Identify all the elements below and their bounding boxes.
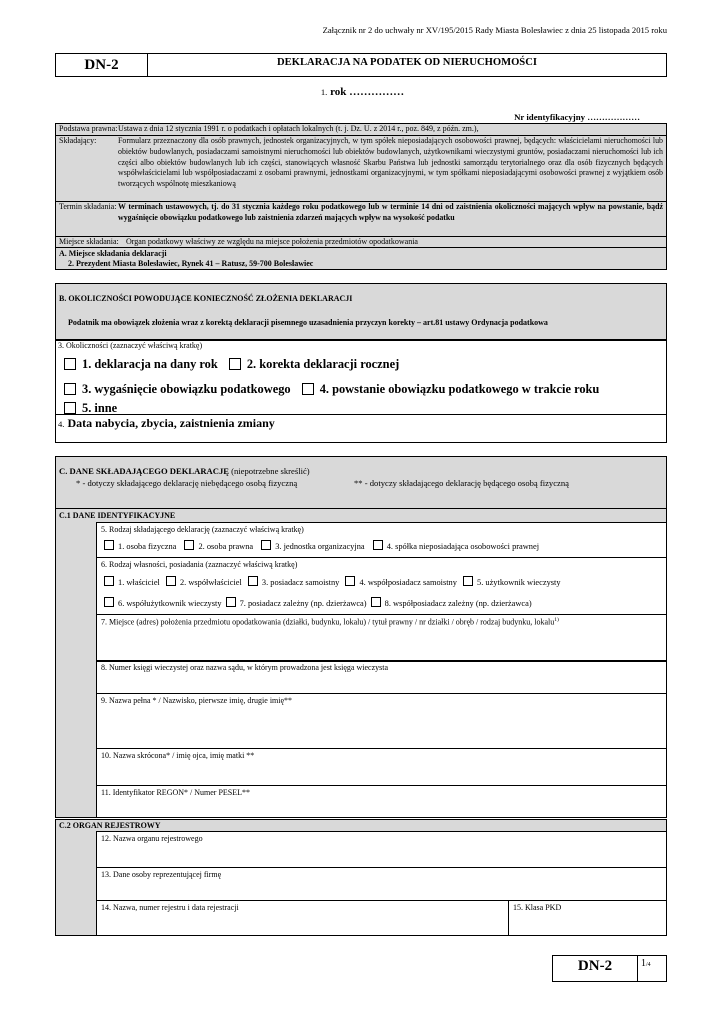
field-4-caption	[58, 416, 275, 431]
ownership-option: 4. współposiadacz samoistny	[359, 578, 457, 587]
field-4-date[interactable]	[55, 414, 667, 443]
field-13-label: 13. Dane osoby reprezentującej firmę	[101, 870, 222, 879]
field-11-label: 11. Identyfikator REGON* / Numer PESEL**	[101, 788, 251, 797]
section-a-title: A. Miejsce składania deklaracji	[59, 249, 167, 258]
section-c-title: C. DANE SKŁADAJĄCEGO DEKLARACJĘ	[59, 466, 229, 476]
filer-type-option: 4. spółka nieposiadająca osobowości prawnej	[386, 542, 540, 551]
section-c1-title: C.1 DANE IDENTYFIKACYJNE	[59, 511, 176, 520]
note-natural-person: ** - dotyczy składającego deklarację będącego osobą fizyczną	[354, 478, 569, 488]
section-c2-title: C.2 ORGAN REJESTROWY	[59, 821, 161, 830]
checkbox-expiry[interactable]	[64, 383, 76, 395]
field-14-register[interactable]	[96, 900, 509, 936]
field-15-pkd[interactable]	[508, 900, 667, 936]
field-10-short-name[interactable]	[96, 748, 667, 786]
field-15-label: 15. Klasa PKD	[513, 903, 562, 912]
c2-side-column	[55, 831, 97, 936]
section-a	[55, 248, 667, 270]
field-9-full-name[interactable]	[96, 693, 667, 749]
deadline-label: Termin składania:	[59, 202, 117, 211]
field-5-filer-type	[96, 522, 667, 558]
field-13-representative[interactable]	[96, 867, 667, 901]
circumstance-row-1	[64, 357, 399, 372]
filer-type-option: 3. jednostka organizacyjna	[275, 542, 365, 551]
page-total: /4	[646, 962, 651, 968]
checkbox-other[interactable]	[64, 402, 76, 414]
field-4-number: 4.	[58, 419, 65, 429]
year-field[interactable]	[0, 86, 725, 98]
ownership-row-2	[104, 597, 662, 608]
filer-type-options	[104, 540, 662, 551]
place-label: Miejsce składania:	[59, 237, 119, 246]
field-14-label: 14. Nazwa, numer rejestru i data rejestracji	[101, 903, 239, 912]
field-10-label: 10. Nazwa skrócona* / imię ojca, imię matki **	[101, 751, 255, 760]
footer-divider	[637, 956, 638, 981]
form-code-cell	[56, 54, 148, 76]
ownership-option: 5. użytkownik wieczysty	[477, 578, 561, 587]
checkbox-org-unit[interactable]	[261, 540, 271, 550]
form-title: DEKLARACJA NA PODATEK OD NIERUCHOMOŚCI	[277, 57, 537, 68]
ownership-option: 7. posiadacz zależny (np. dzierżawca)	[239, 599, 367, 608]
field-12-registry-authority[interactable]	[96, 831, 667, 868]
field-8-land-register[interactable]	[96, 660, 667, 694]
option-expiry: 3. wygaśnięcie obowiązku podatkowego	[82, 382, 291, 396]
checkbox-natural-person[interactable]	[104, 540, 114, 550]
basis-text: Ustawa z dnia 12 stycznia 1991 r. o podatkach i opłatach lokalnych (t. j. Dz. U. z 2014 r., poz. 849, z późn. zm.),	[118, 124, 479, 133]
place-text: Organ podatkowy właściwy ze względu na miejsce położenia przedmiotów opodatkowania	[126, 237, 418, 246]
option-arising: 4. powstanie obowiązku podatkowego w trakcie roku	[319, 382, 600, 396]
ownership-option: 8. współposiadacz zależny (np. dzierżawca)	[384, 599, 532, 608]
note-legal-entity: * - dotyczy składającego deklarację niebędącego osobą fizyczną	[76, 478, 298, 488]
checkbox-correction[interactable]	[229, 358, 241, 370]
ownership-option: 2. współwłaściciel	[179, 578, 242, 587]
field-7-label: 7. Miejsce (adres) położenia przedmiotu opodatkowania (działki, budynku, lokalu) / tytuł prawny / nr działki / obręb / rodzaj budynku, lokalu	[101, 617, 555, 627]
checkbox-legal-person[interactable]	[184, 540, 194, 550]
field-7-location[interactable]	[96, 614, 667, 662]
checkbox-co-owner[interactable]	[166, 576, 176, 586]
year-number: 1.	[320, 87, 328, 97]
checkbox-perpetual-user[interactable]	[463, 576, 473, 586]
form-title-bar	[55, 53, 667, 77]
checkbox-owner[interactable]	[104, 576, 114, 586]
deadline-text: W terminach ustawowych, tj. do 31 stycznia każdego roku podatkowego lub w terminie 14 dni od zaistnienia okoliczności mających wpływ na powstanie, bądź wygaśnięcie obowiązku podatkowego lub zaistnienia zdarzeń mających wpływ na wysokość podatku	[118, 202, 663, 222]
checkbox-partnership[interactable]	[373, 540, 383, 550]
checkbox-co-independent-holder[interactable]	[345, 576, 355, 586]
ownership-option: 3. posiadacz samoistny	[261, 578, 340, 587]
ownership-row-1	[104, 576, 662, 587]
section-c-header	[55, 456, 667, 509]
section-c-title-line	[59, 466, 310, 477]
checkbox-co-dependent-holder[interactable]	[371, 597, 381, 607]
field-8-label: 8. Numer księgi wieczystej oraz nazwa sądu, w którym prowadzona jest księga wieczysta	[101, 663, 389, 672]
c1-side-column	[55, 522, 97, 818]
form-code: DN-2	[84, 57, 119, 73]
footer-code: DN-2	[577, 958, 613, 974]
field-5-label: 5. Rodzaj składającego deklarację (zaznaczyć właściwą kratkę)	[101, 525, 304, 534]
field-11-regon-pesel[interactable]	[96, 785, 667, 818]
page-current: 1	[641, 958, 646, 969]
option-correction: 2. korekta deklaracji rocznej	[246, 357, 400, 371]
option-other: 5. inne	[82, 401, 118, 415]
info-table	[55, 123, 667, 248]
checkbox-declaration[interactable]	[64, 358, 76, 370]
section-a-office: 2. Prezydent Miasta Bolesławiec, Rynek 41 – Ratusz, 59-700 Bolesławiec	[68, 259, 314, 268]
year-text: rok ……………	[330, 86, 405, 98]
section-b-header	[55, 283, 667, 341]
field-6-ownership	[96, 557, 667, 615]
checkbox-dependent-holder[interactable]	[226, 597, 236, 607]
field-6-label: 6. Rodzaj własności, posiadania (zaznaczyć właściwą kratkę)	[101, 560, 298, 569]
section-c-title-note: (niepotrzebne skreślić)	[231, 466, 310, 476]
page-number	[641, 958, 651, 969]
filer-text: Formularz przeznaczony dla osób prawnych, jednostek organizacyjnych, w tym spółek nieposiadających osobowości prawnej, będących: właścicielami nieruchomości lub obiektów budowlanych, posiadaczami samoistnymi nieruchomości lub obiektów budowlanych, użytkownikami wieczystymi gruntów, posiadaczami nieruchomości lub ich części albo obiektów budowlanych lub ich części, stanowiących własność Skarbu Państwa lub jednostki samorządu terytorialnego oraz dla osób fizycznych będących współwłaścicielami lub współposiadaczami z osobami prawnymi, jednostkami organizacyjnymi, w tym spółkami nieposiadającymi osobowości prawnej z wyjątkiem osób tworzących wspólnotę mieszkaniową	[118, 136, 663, 189]
field-3-circumstances	[55, 339, 667, 415]
filer-label: Składający:	[59, 136, 97, 145]
checkbox-arising[interactable]	[302, 383, 314, 395]
section-b-title: B. OKOLICZNOŚCI POWODUJĄCE KONIECZNOŚĆ ZŁOŻENIA DEKLARACJI	[59, 294, 353, 303]
filer-type-option: 1. osoba fizyczna	[118, 542, 177, 551]
field-4-label: Data nabycia, zbycia, zaistnienia zmiany	[67, 416, 275, 430]
field-12-label: 12. Nazwa organu rejestrowego	[101, 834, 203, 843]
footnote-ref: 1)	[554, 617, 559, 623]
filer-type-option: 2. osoba prawna	[198, 542, 254, 551]
circumstance-row-2	[64, 382, 599, 397]
correction-note: Podatnik ma obowiązek złożenia wraz z korektą deklaracji pisemnego uzasadnienia przyczyn korekty – art.81 ustawy Ordynacja podatkowa	[68, 318, 548, 327]
id-number[interactable]: Nr identyfikacyjny ………………	[514, 112, 640, 122]
attachment-note: Załącznik nr 2 do uchwały nr XV/195/2015 Rady Miasta Bolesławiec z dnia 25 listopada 2015 roku	[322, 25, 667, 35]
ownership-option: 1. właściciel	[118, 578, 160, 587]
option-declaration: 1. deklaracja na dany rok	[82, 357, 218, 371]
checkbox-independent-holder[interactable]	[248, 576, 258, 586]
section-c1-title-bar	[55, 509, 667, 523]
field-9-label: 9. Nazwa pełna * / Nazwisko, pierwsze imię, drugie imię**	[101, 696, 293, 705]
ownership-option: 6. współużytkownik wieczysty	[118, 599, 222, 608]
basis-label: Podstawa prawna:	[59, 124, 118, 133]
field-3-label: 3. Okoliczności (zaznaczyć właściwą kratkę)	[58, 341, 203, 350]
footer-box	[552, 955, 667, 982]
checkbox-co-perpetual-user[interactable]	[104, 597, 114, 607]
